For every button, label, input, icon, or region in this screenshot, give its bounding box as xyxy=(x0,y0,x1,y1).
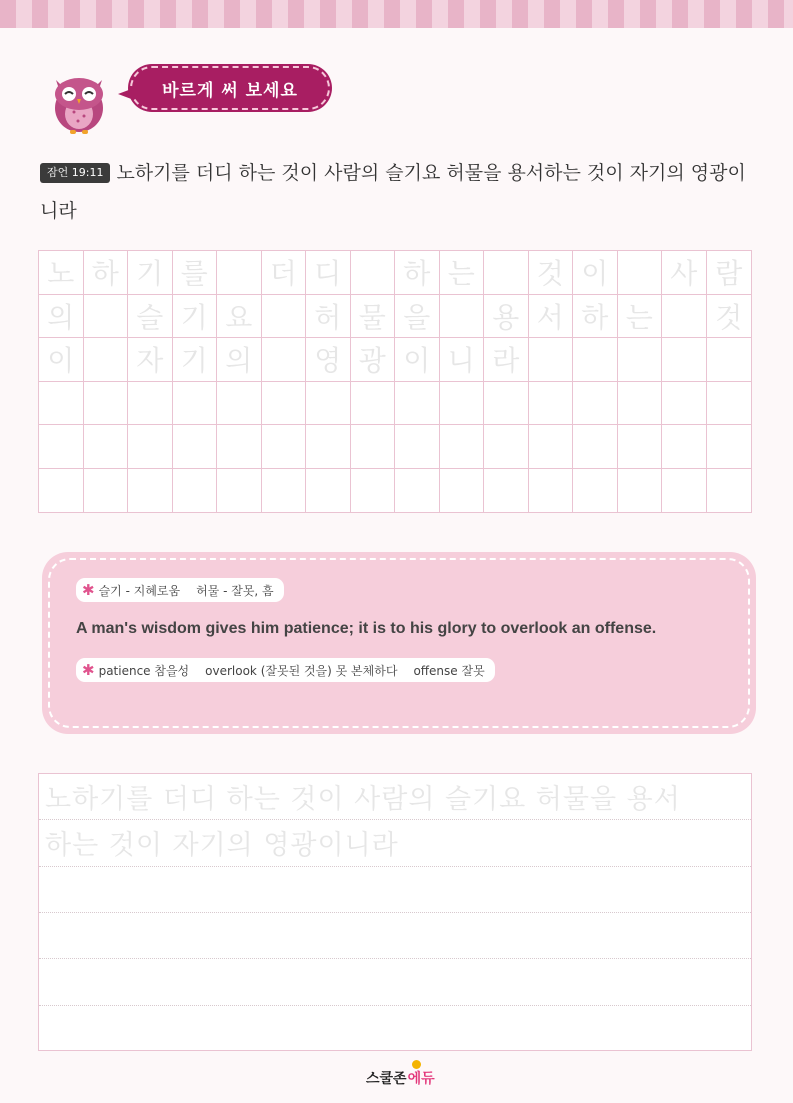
grid-cell[interactable] xyxy=(351,382,396,426)
grid-cell[interactable] xyxy=(484,469,529,513)
grid-cell[interactable] xyxy=(306,382,351,426)
grid-cell[interactable]: 허 xyxy=(306,295,351,339)
grid-cell[interactable] xyxy=(84,338,129,382)
grid-cell[interactable] xyxy=(618,425,663,469)
grid-cell[interactable] xyxy=(484,251,529,295)
grid-cell[interactable] xyxy=(173,425,218,469)
vocab-item: 허물 - 잘못, 흠 xyxy=(196,583,274,598)
grid-cell[interactable] xyxy=(484,382,529,426)
verse-reference-badge: 잠언 19:11 xyxy=(40,163,110,183)
publisher-logo xyxy=(366,1068,435,1088)
practice-lines xyxy=(38,773,752,1051)
grid-cell[interactable] xyxy=(128,469,173,513)
grid-cell[interactable] xyxy=(662,295,707,339)
grid-cell[interactable]: 을 xyxy=(395,295,440,339)
grid-cell[interactable] xyxy=(529,425,574,469)
grid-cell[interactable]: 요 xyxy=(217,295,262,339)
header-title: 바르게 써 보세요 xyxy=(162,80,298,101)
flower-icon: ✱ xyxy=(82,661,95,679)
grid-cell[interactable] xyxy=(39,382,84,426)
grid-cell[interactable] xyxy=(484,425,529,469)
grid-cell[interactable] xyxy=(395,469,440,513)
grid-cell[interactable]: 이 xyxy=(39,338,84,382)
vocab-item: offense 잘못 xyxy=(413,663,485,678)
practice-line[interactable] xyxy=(39,913,751,959)
grid-cell[interactable]: 하 xyxy=(395,251,440,295)
english-vocab-pill xyxy=(76,658,495,682)
practice-line[interactable] xyxy=(39,959,751,1005)
grid-cell[interactable] xyxy=(529,382,574,426)
grid-cell[interactable] xyxy=(351,425,396,469)
grid-cell[interactable] xyxy=(618,469,663,513)
grid-cell[interactable] xyxy=(306,469,351,513)
flower-icon: ✱ xyxy=(82,581,95,599)
grid-cell[interactable]: 이 xyxy=(573,251,618,295)
grid-cell[interactable] xyxy=(217,382,262,426)
grid-cell[interactable] xyxy=(84,469,129,513)
grid-cell[interactable]: 는 xyxy=(618,295,663,339)
grid-cell[interactable] xyxy=(128,425,173,469)
grid-cell[interactable]: 기 xyxy=(173,295,218,339)
grid-cell[interactable]: 하 xyxy=(573,295,618,339)
owl-icon xyxy=(46,66,112,136)
grid-cell[interactable] xyxy=(662,338,707,382)
grid-cell[interactable] xyxy=(262,425,307,469)
grid-cell[interactable] xyxy=(351,251,396,295)
grid-cell[interactable]: 더 xyxy=(262,251,307,295)
grid-cell[interactable] xyxy=(662,425,707,469)
grid-cell[interactable] xyxy=(217,251,262,295)
grid-cell[interactable] xyxy=(529,338,574,382)
top-stripe-decoration xyxy=(0,0,793,28)
vocabulary-note-box xyxy=(42,552,756,734)
grid-cell[interactable] xyxy=(618,251,663,295)
grid-cell[interactable]: 하 xyxy=(84,251,129,295)
grid-cell[interactable] xyxy=(573,338,618,382)
grid-cell[interactable] xyxy=(440,382,485,426)
grid-cell[interactable] xyxy=(128,382,173,426)
grid-cell[interactable] xyxy=(707,338,752,382)
grid-cell[interactable] xyxy=(217,469,262,513)
verse-text-block xyxy=(40,154,752,230)
grid-cell[interactable] xyxy=(84,295,129,339)
grid-cell[interactable] xyxy=(707,469,752,513)
header-speech-bubble xyxy=(130,66,330,110)
tracing-grid xyxy=(38,250,752,513)
grid-cell[interactable]: 라 xyxy=(484,338,529,382)
grid-cell[interactable]: 사 xyxy=(662,251,707,295)
grid-cell[interactable] xyxy=(217,425,262,469)
vocab-item: patience 참을성 xyxy=(98,663,190,678)
grid-cell[interactable] xyxy=(173,382,218,426)
practice-line[interactable]: 하는 것이 자기의 영광이니라 xyxy=(39,820,751,866)
grid-cell[interactable] xyxy=(573,382,618,426)
grid-cell[interactable]: 광 xyxy=(351,338,396,382)
grid-cell[interactable] xyxy=(440,425,485,469)
logo-main-text: 스쿨존 xyxy=(366,1071,407,1087)
grid-cell[interactable]: 영 xyxy=(306,338,351,382)
grid-cell[interactable] xyxy=(662,382,707,426)
grid-cell[interactable] xyxy=(395,382,440,426)
vocab-item: 슬기 - 지혜로움 xyxy=(98,583,181,598)
grid-cell[interactable] xyxy=(395,425,440,469)
english-translation: A man's wisdom gives him patience; it is to his glory to overlook an offense. xyxy=(76,620,657,637)
vocab-item: overlook (잘못된 것을) 못 본체하다 xyxy=(205,663,398,678)
grid-cell[interactable]: 니 xyxy=(440,338,485,382)
grid-cell[interactable] xyxy=(173,469,218,513)
grid-cell[interactable]: 의 xyxy=(217,338,262,382)
practice-line[interactable] xyxy=(39,867,751,913)
grid-cell[interactable] xyxy=(262,469,307,513)
grid-cell[interactable]: 람 xyxy=(707,251,752,295)
grid-cell[interactable]: 서 xyxy=(529,295,574,339)
korean-vocab-pill xyxy=(76,578,284,602)
grid-cell[interactable] xyxy=(39,469,84,513)
grid-cell[interactable] xyxy=(351,469,396,513)
grid-cell[interactable]: 물 xyxy=(351,295,396,339)
grid-cell[interactable]: 디 xyxy=(306,251,351,295)
grid-cell[interactable]: 기 xyxy=(128,251,173,295)
grid-cell[interactable] xyxy=(39,425,84,469)
grid-cell[interactable] xyxy=(262,382,307,426)
grid-cell[interactable]: 이 xyxy=(395,338,440,382)
practice-line[interactable] xyxy=(39,1006,751,1052)
grid-cell[interactable] xyxy=(440,469,485,513)
grid-cell[interactable] xyxy=(573,469,618,513)
sun-icon xyxy=(412,1060,421,1069)
grid-cell[interactable] xyxy=(262,295,307,339)
grid-cell[interactable] xyxy=(662,469,707,513)
grid-cell[interactable]: 것 xyxy=(707,295,752,339)
grid-cell[interactable] xyxy=(707,425,752,469)
grid-cell[interactable] xyxy=(306,425,351,469)
grid-cell[interactable]: 를 xyxy=(173,251,218,295)
logo-accent-text: 에듀 xyxy=(407,1071,435,1087)
grid-cell[interactable] xyxy=(707,382,752,426)
grid-cell[interactable]: 의 xyxy=(39,295,84,339)
grid-cell[interactable] xyxy=(84,425,129,469)
grid-cell[interactable]: 노 xyxy=(39,251,84,295)
verse-text: 노하기를 더디 하는 것이 사람의 슬기요 허물을 용서하는 것이 자기의 영광이니라 xyxy=(40,162,746,222)
grid-cell[interactable] xyxy=(84,382,129,426)
grid-cell[interactable] xyxy=(618,382,663,426)
grid-cell[interactable] xyxy=(529,469,574,513)
grid-cell[interactable] xyxy=(440,295,485,339)
grid-cell[interactable]: 것 xyxy=(529,251,574,295)
grid-cell[interactable] xyxy=(262,338,307,382)
grid-cell[interactable]: 기 xyxy=(173,338,218,382)
grid-cell[interactable] xyxy=(573,425,618,469)
grid-cell[interactable] xyxy=(618,338,663,382)
grid-cell[interactable]: 자 xyxy=(128,338,173,382)
grid-cell[interactable]: 슬 xyxy=(128,295,173,339)
grid-cell[interactable]: 용 xyxy=(484,295,529,339)
grid-cell[interactable]: 는 xyxy=(440,251,485,295)
practice-line[interactable]: 노하기를 더디 하는 것이 사람의 슬기요 허물을 용서 xyxy=(39,774,751,820)
